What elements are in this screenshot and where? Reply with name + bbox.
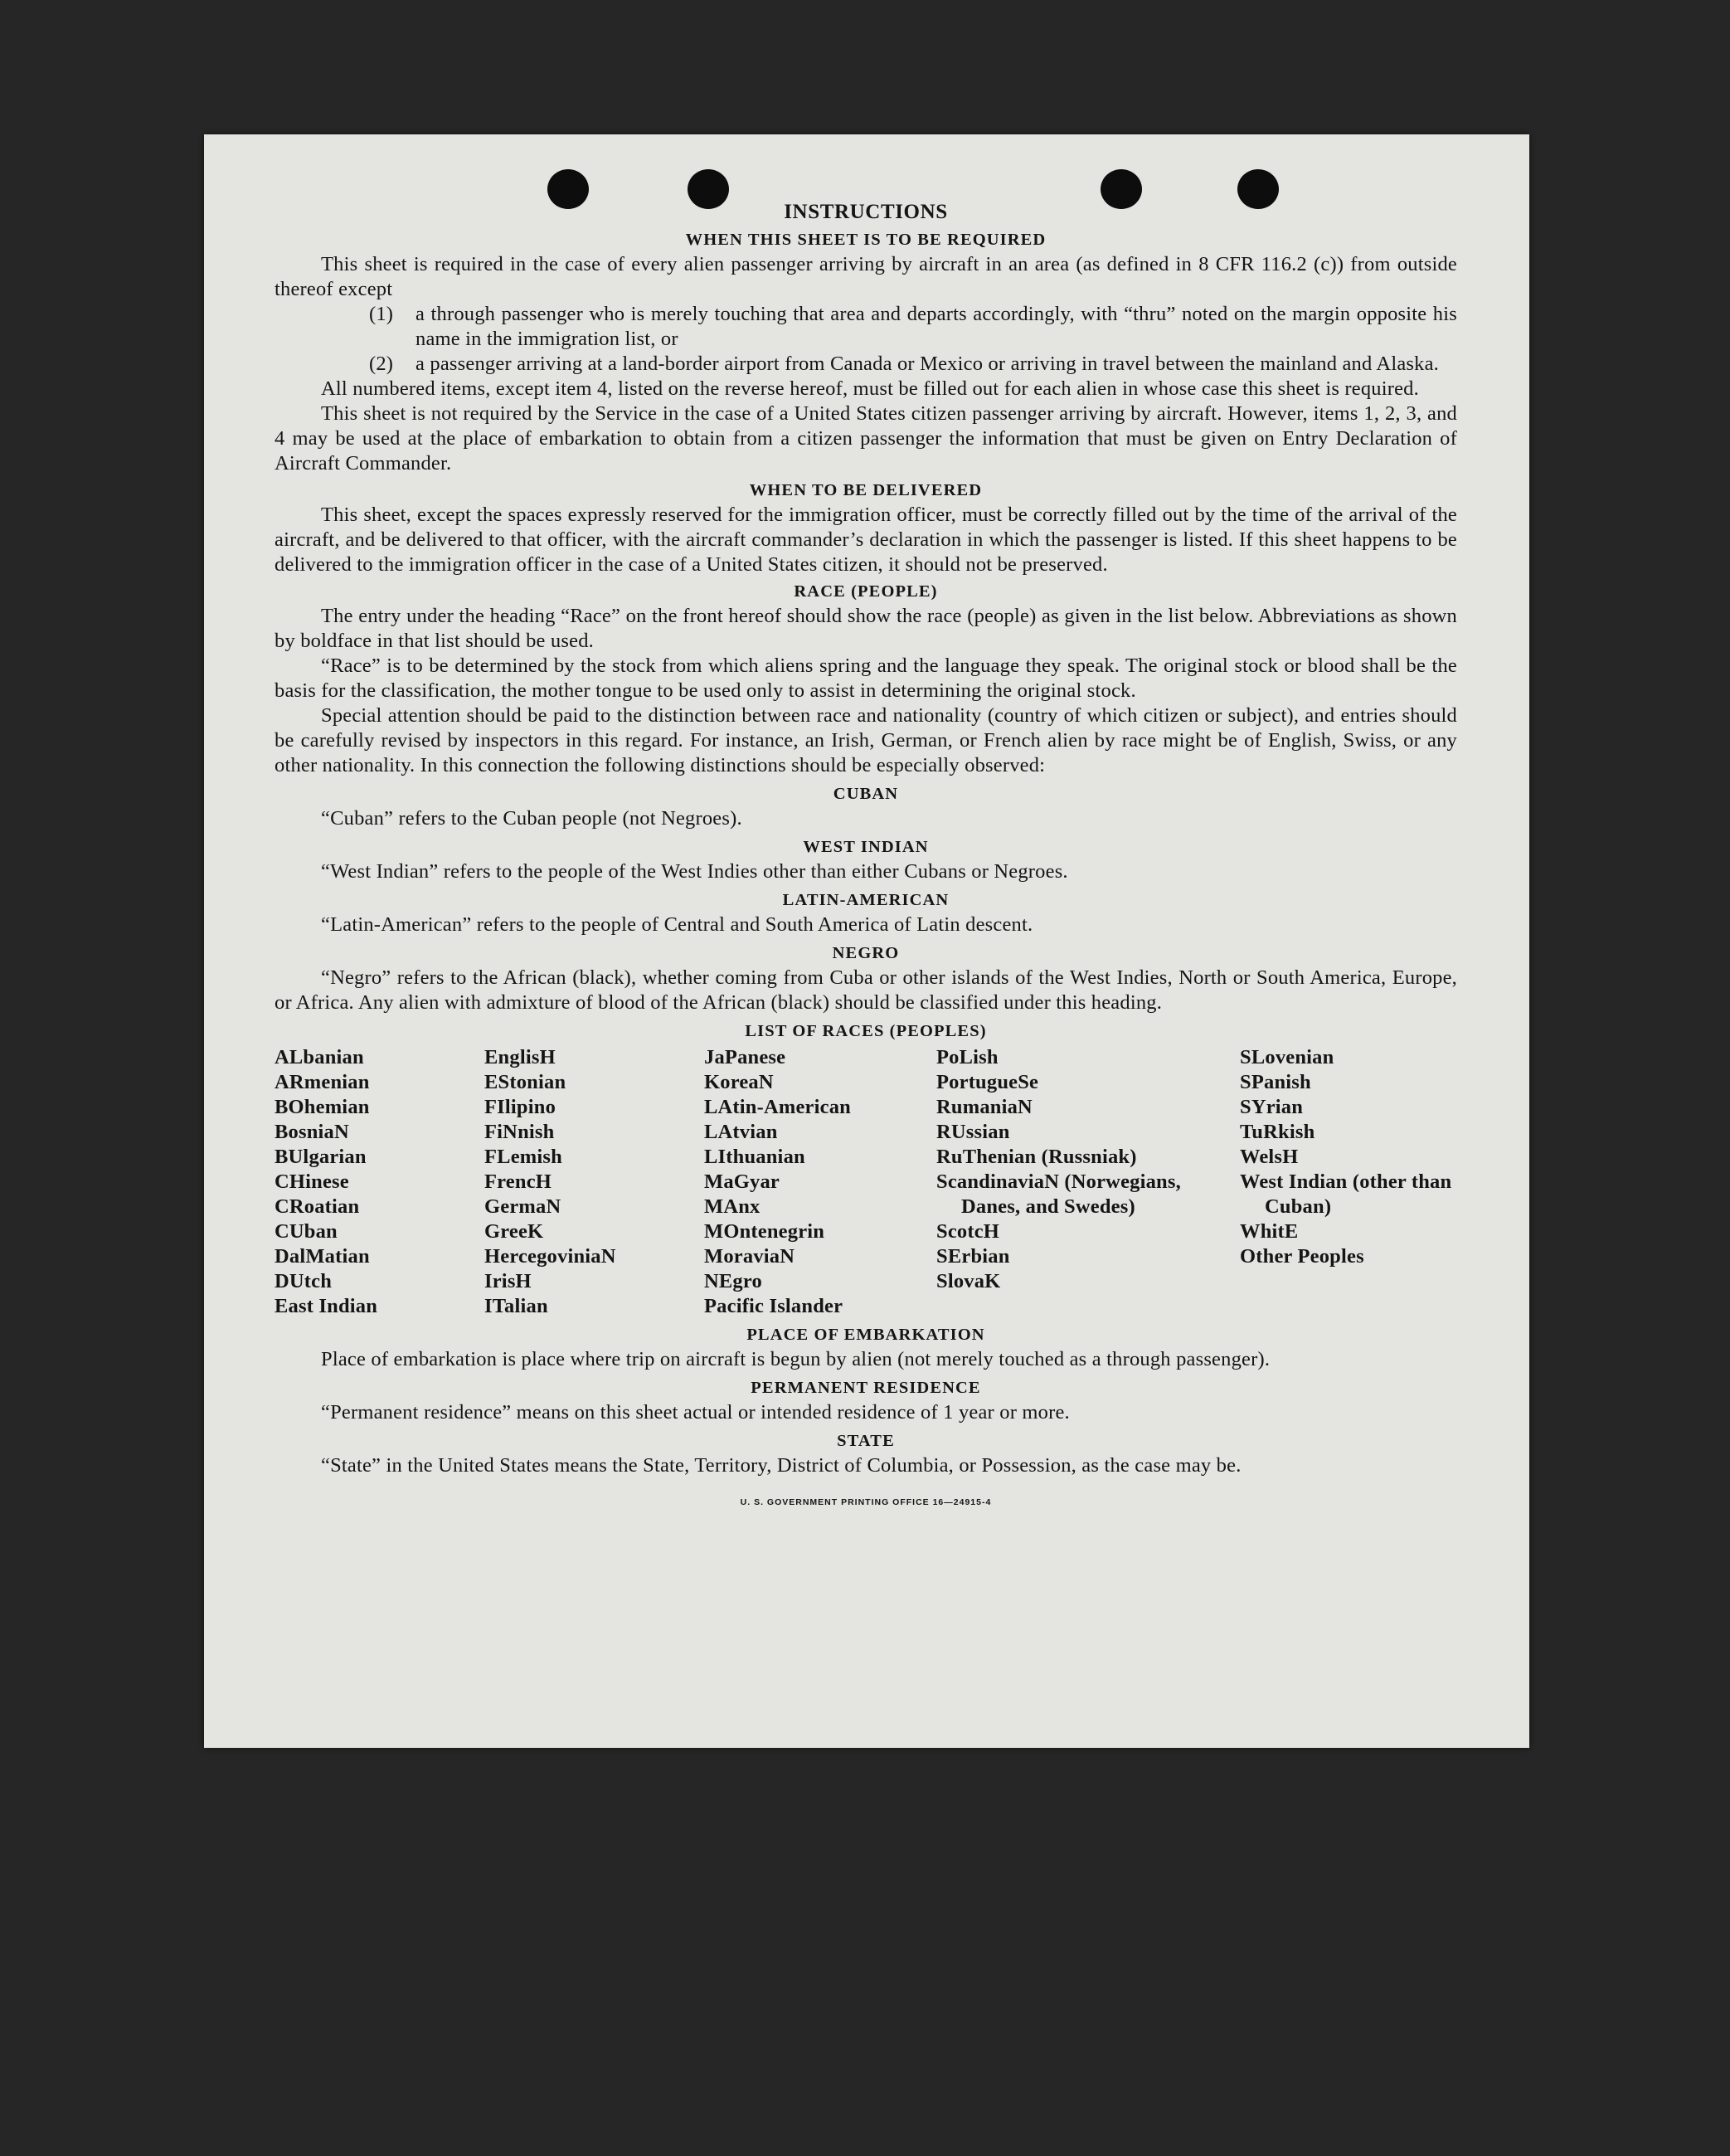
paragraph: All numbered items, except item 4, listed on the reverse hereof, must be filled out for each alien in whose case this sheet is required.	[321, 377, 1419, 400]
item-number: (2)	[369, 353, 394, 375]
race-entry: Pacific Islander	[704, 1295, 843, 1317]
race-entry: ScandinaviaN (Norwegians, Danes, and Swedes)	[936, 1170, 1181, 1218]
race-entry: SErbian	[936, 1245, 1010, 1268]
race-entry: LAtvian	[704, 1121, 778, 1143]
race-entry: DUtch	[275, 1270, 333, 1292]
race-entry: TuRkish	[1240, 1121, 1315, 1143]
race-entry: ITalian	[484, 1295, 548, 1317]
race-entry: FIlipino	[484, 1096, 556, 1118]
list-item	[275, 302, 1457, 352]
heading-west-indian: WEST INDIAN	[803, 838, 929, 856]
heading-list-of-races: LIST OF RACES (PEOPLES)	[745, 1022, 987, 1040]
document-sheet	[204, 134, 1529, 1748]
race-entry: MAnx	[704, 1195, 761, 1218]
paragraph: This sheet, except the spaces expressly reserved for the immigration officer, must be correctly filled out by the time of the arrival of the aircraft, and be delivered to that officer, with the aircraft commander’s declaration in which the passenger is listed. If this sheet happens to be delivered to the immigration officer in the case of a United States citizen, it should not be preserved.	[275, 504, 1457, 576]
race-entry: SlovaK	[936, 1270, 1001, 1292]
paragraph: “Cuban” refers to the Cuban people (not Negroes).	[321, 807, 742, 830]
race-entry: DalMatian	[275, 1245, 370, 1268]
heading-state: STATE	[837, 1432, 895, 1450]
paragraph: “State” in the United States means the State, Territory, District of Columbia, or Possession, as the case may be.	[321, 1454, 1242, 1477]
race-entry: ALbanian	[275, 1046, 364, 1068]
races-column	[936, 1045, 1240, 1319]
races-column	[484, 1045, 704, 1319]
paragraph: “Permanent residence” means on this sheet actual or intended residence of 1 year or more.	[321, 1401, 1070, 1424]
race-entry: FiNnish	[484, 1121, 555, 1143]
race-entry: West Indian (other than Cuban)	[1240, 1170, 1452, 1218]
race-entry: RUssian	[936, 1121, 1010, 1143]
race-entry: RumaniaN	[936, 1096, 1033, 1118]
race-entry: SLovenian	[1240, 1046, 1334, 1068]
race-entry: JaPanese	[704, 1046, 786, 1068]
race-entry: SYrian	[1240, 1096, 1304, 1118]
paragraph: This sheet is not required by the Service in the case of a United States citizen passenger arriving by aircraft. However, items 1, 2, 3, and 4 may be used at the place of embarkation to obtain from a citizen passenger the information that must be given on Entry Declaration of Aircraft Commander.	[275, 402, 1457, 475]
race-entry: BosniaN	[275, 1121, 349, 1143]
item-text: a through passenger who is merely touching that area and departs accordingly, with “thru” noted on the margin opposite his name in the immigration list, or	[415, 303, 1457, 350]
heading-race: RACE (PEOPLE)	[794, 582, 938, 601]
paragraph: This sheet is required in the case of every alien passenger arriving by aircraft in an area (as defined in 8 CFR 116.2 (c)) from outside thereof except	[275, 253, 1457, 300]
race-entry: MaGyar	[704, 1170, 780, 1193]
race-entry: FLemish	[484, 1146, 562, 1168]
race-entry: WelsH	[1240, 1146, 1299, 1168]
paragraph: “Negro” refers to the African (black), whether coming from Cuba or other islands of the West Indies, North or South America, Europe, or Africa. Any alien with admixture of blood of the African (black) should be classified under this heading.	[275, 966, 1457, 1014]
heading-when-delivered: WHEN TO BE DELIVERED	[749, 481, 983, 499]
race-entry: FrencH	[484, 1170, 552, 1193]
heading-when-required: WHEN THIS SHEET IS TO BE REQUIRED	[685, 231, 1047, 249]
race-entry: NEgro	[704, 1270, 762, 1292]
race-entry: CUban	[275, 1220, 338, 1243]
race-entry: BUlgarian	[275, 1146, 367, 1168]
heading-embarkation: PLACE OF EMBARKATION	[746, 1326, 985, 1344]
item-number: (1)	[369, 303, 394, 325]
race-entry: EnglisH	[484, 1046, 556, 1068]
race-entry: HercegoviniaN	[484, 1245, 616, 1268]
heading-permanent-residence: PERMANENT RESIDENCE	[751, 1379, 981, 1397]
races-table	[275, 1045, 1457, 1319]
races-column	[704, 1045, 936, 1319]
races-column	[1240, 1045, 1457, 1319]
race-entry: GreeK	[484, 1220, 544, 1243]
race-entry: EStonian	[484, 1071, 566, 1093]
paragraph: Place of embarkation is place where trip on aircraft is begun by alien (not merely touched as a through passenger).	[321, 1348, 1271, 1370]
race-entry: PoLish	[936, 1046, 999, 1068]
page-title: INSTRUCTIONS	[784, 201, 948, 223]
race-entry: MOntenegrin	[704, 1220, 825, 1243]
paragraph: “West Indian” refers to the people of the West Indies other than either Cubans or Negroes.	[321, 860, 1068, 883]
heading-latin-american: LATIN-AMERICAN	[782, 891, 950, 909]
heading-cuban: CUBAN	[833, 785, 899, 803]
printer-imprint: U. S. GOVERNMENT PRINTING OFFICE 16—24915-4	[740, 1497, 992, 1507]
paragraph: “Latin-American” refers to the people of Central and South America of Latin descent.	[321, 913, 1033, 936]
list-item	[275, 352, 1457, 377]
race-entry: KoreaN	[704, 1071, 774, 1093]
race-entry: ARmenian	[275, 1071, 370, 1093]
race-entry: SPanish	[1240, 1071, 1311, 1093]
race-entry: ScotcH	[936, 1220, 1000, 1243]
instructions-body	[275, 199, 1457, 1515]
race-entry: RuThenian (Russniak)	[936, 1146, 1137, 1168]
paragraph: The entry under the heading “Race” on the front hereof should show the race (people) as given in the list below. Abbreviations as shown by boldface in that list should be used.	[275, 605, 1457, 652]
item-text: a passenger arriving at a land-border airport from Canada or Mexico or arriving in travel between the mainland and Alaska.	[415, 353, 1439, 375]
race-entry: BOhemian	[275, 1096, 370, 1118]
race-entry: MoraviaN	[704, 1245, 795, 1268]
heading-negro: NEGRO	[832, 944, 900, 962]
race-entry: East Indian	[275, 1295, 378, 1317]
race-entry: IrisH	[484, 1270, 532, 1292]
race-entry: GermaN	[484, 1195, 561, 1218]
race-entry: LAtin-American	[704, 1096, 851, 1118]
paragraph: Special attention should be paid to the distinction between race and nationality (country of which citizen or subject), and entries should be carefully revised by inspectors in this regard. For instance, an Irish, German, or French alien by race might be of English, Swiss, or any other nationality. In this connection the following distinctions should be especially observed:	[275, 704, 1457, 776]
race-entry: Other Peoples	[1240, 1245, 1364, 1268]
paragraph: “Race” is to be determined by the stock from which aliens spring and the language they speak. The original stock or blood shall be the basis for the classification, the mother tongue to be used only to assist in determining the original stock.	[275, 655, 1457, 702]
races-column	[275, 1045, 484, 1319]
race-entry: PortugueSe	[936, 1071, 1039, 1093]
race-entry: WhitE	[1240, 1220, 1299, 1243]
race-entry: LIthuanian	[704, 1146, 805, 1168]
race-entry: CRoatian	[275, 1195, 360, 1218]
race-entry: CHinese	[275, 1170, 349, 1193]
